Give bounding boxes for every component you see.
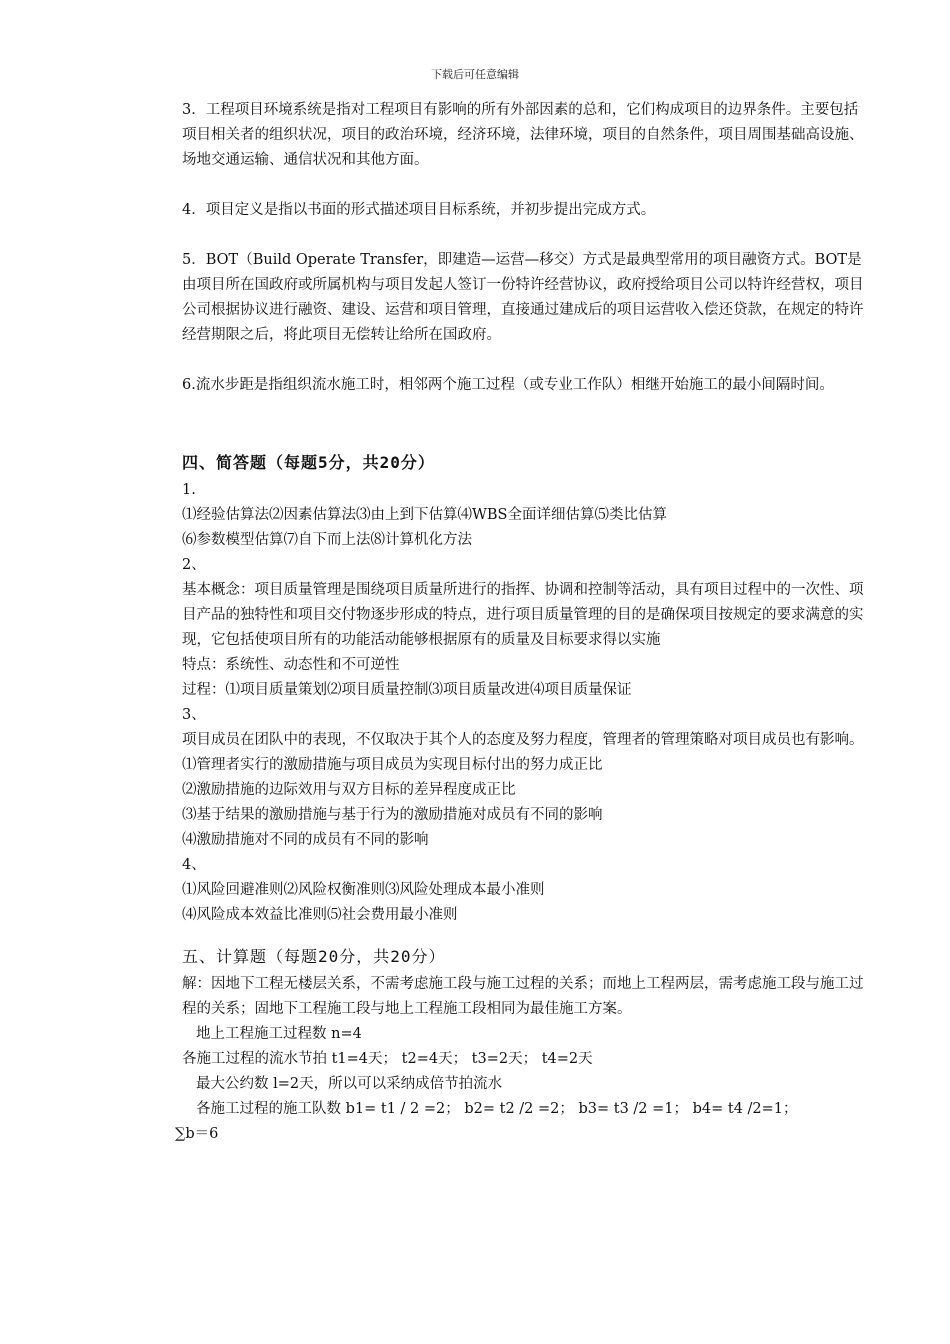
calc-line-1: 地上工程施工过程数 n=4	[196, 1026, 362, 1042]
q2-number: 2、	[182, 557, 206, 573]
definition-6: 6.流水步距是指组织流水施工时，相邻两个施工过程（或专业工作队）相继开始施工的最小间隔时间。	[182, 377, 834, 393]
q2-concept: 基本概念：项目质量管理是围绕项目质量所进行的指挥、协调和控制等活动，具有项目过程中的一次性、项目产品的独特性和项目交付物逐步形成的特点，进行项目质量管理的目的是确保项目按规定的要求满意的实现，它包括使项目所有的功能活动能够根据原有的质量及目标要求得以实施	[182, 582, 864, 648]
q3-line-2: ⑵激励措施的边际效用与双方目标的差异程度成正比	[182, 782, 516, 798]
q1-number: 1.	[182, 482, 196, 498]
q3-intro: 项目成员在团队中的表现，不仅取决于其个人的态度及努力程度，管理者的管理策略对项目成员也有影响。	[182, 732, 864, 748]
definition-3: 3．工程项目环境系统是指对工程项目有影响的所有外部因素的总和，它们构成项目的边界条件。主要包括项目相关者的组织状况，项目的政治环境，经济环境，法律环境，项目的自然条件，项目周围基础高设施、场地交通运输、通信状况和其他方面。	[182, 102, 864, 168]
q3-line-4: ⑷激励措施对不同的成员有不同的影响	[182, 832, 429, 848]
definition-5: 5．BOT（Build Operate Transfer，即建造—运营—移交）方式是最典型常用的项目融资方式。BOT是由项目所在国政府或所属机构与项目发起人签订一份特许经营协议，政府授给项目公司以特许经营权，项目公司根据协议进行融资、建设、运营和项目管理，直接通过建成后的项目运营收入偿还贷款，在规定的特许经营期限之后，将此项目无偿转让给所在国政府。	[182, 252, 864, 343]
q1-line-1: ⑴经验估算法⑵因素估算法⑶由上到下估算⑷WBS全面详细估算⑸类比估算	[182, 507, 667, 523]
section-4-title: 四、简答题（每题5分，共20分）	[182, 453, 435, 472]
definition-4: 4．项目定义是指以书面的形式描述项目目标系统，并初步提出完成方式。	[182, 202, 656, 218]
calc-solution: 解：因地下工程无楼层关系，不需考虑施工段与施工过程的关系；而地上工程两层，需考虑施工段与施工过程的关系；固地下工程施工段与地上工程施工段相同为最佳施工方案。	[182, 976, 864, 1017]
q1-line-2: ⑹参数模型估算⑺自下而上法⑻计算机化方法	[182, 532, 472, 548]
q3-line-3: ⑶基于结果的激励措施与基于行为的激励措施对成员有不同的影响	[182, 807, 603, 823]
calc-line-5: ∑b＝6	[175, 1126, 219, 1142]
q3-line-1: ⑴管理者实行的激励措施与项目成员为实现目标付出的努力成正比	[182, 757, 603, 773]
q4-line-2: ⑷风险成本效益比准则⑸社会费用最小准则	[182, 907, 458, 923]
q4-line-1: ⑴风险回避准则⑵风险权衡准则⑶风险处理成本最小准则	[182, 882, 545, 898]
q3-number: 3、	[182, 707, 206, 723]
section-5-title: 五、计算题（每题20分，共20分）	[182, 947, 446, 966]
calc-line-4: 各施工过程的施工队数 b1= t1 / 2 =2； b2= t2 /2 =2； b3= t3 /2 =1； b4= t4 /2=1；	[196, 1101, 798, 1117]
q2-process: 过程：⑴项目质量策划⑵项目质量控制⑶项目质量改进⑷项目质量保证	[182, 682, 632, 698]
q4-number: 4、	[182, 857, 206, 873]
document-body	[175, 98, 872, 1147]
q2-features: 特点：系统性、动态性和不可逆性	[182, 657, 400, 673]
page-header: 下载后可任意编辑	[431, 68, 519, 81]
calc-line-2: 各施工过程的流水节拍 t1=4天； t2=4天； t3=2天； t4=2天	[182, 1051, 593, 1067]
calc-line-3: 最大公约数 l=2天，所以可以采纳成倍节拍流水	[196, 1076, 503, 1092]
